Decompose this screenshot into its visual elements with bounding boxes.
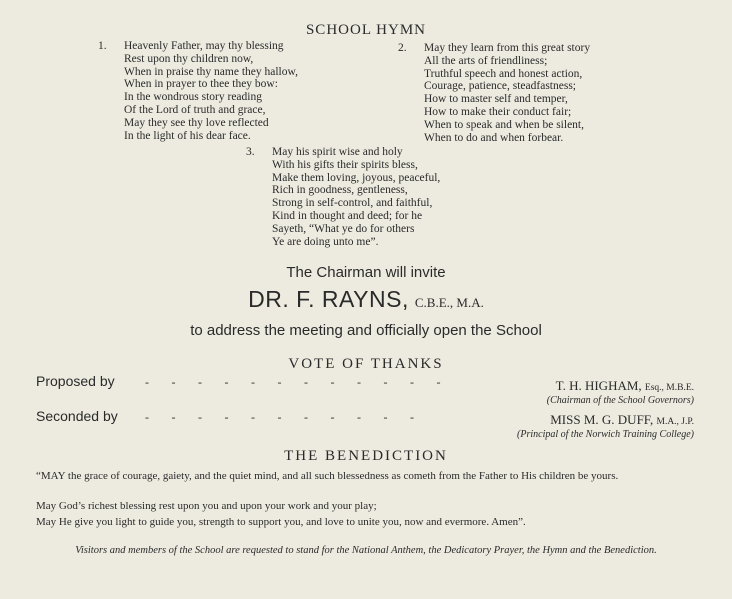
seconded-by-label: Seconded by bbox=[36, 408, 118, 424]
verse-line: With his gifts their spirits bless, bbox=[272, 158, 418, 171]
vote-of-thanks-title: VOTE OF THANKS bbox=[288, 356, 444, 372]
proposer-name: T. H. HIGHAM, bbox=[555, 378, 642, 393]
verse-line: When to do and when forbear. bbox=[424, 131, 564, 144]
verse-line: May his spirit wise and holy bbox=[272, 146, 403, 158]
chairman-invite: The Chairman will invite bbox=[286, 264, 446, 281]
verse-line: Heavenly Father, may thy blessing bbox=[124, 40, 284, 52]
benediction-line-1: “MAY the grace of courage, gaiety, and the quiet mind, and all such blessedness as cometh from the Father to His children be yours. bbox=[36, 470, 619, 482]
benediction-title: THE BENEDICTION bbox=[284, 448, 448, 464]
verse-line: May they learn from this great story bbox=[424, 42, 591, 54]
verse-line: Ye are doing unto me”. bbox=[272, 235, 379, 248]
verse-number: 2. bbox=[398, 42, 407, 54]
benediction-line-2: May God’s richest blessing rest upon you and upon your work and your play; bbox=[36, 500, 377, 512]
verse-line: Make them loving, joyous, peaceful, bbox=[272, 171, 441, 184]
speaker-qualifications: C.B.E., M.A. bbox=[414, 295, 484, 310]
proposed-by-label: Proposed by bbox=[36, 373, 115, 389]
leader-dashes: - - - - - - - - - - - - bbox=[145, 375, 441, 389]
leader-dashes: - - - - - - - - - - - bbox=[145, 410, 414, 424]
verse-line: Strong in self-control, and faithful, bbox=[272, 197, 433, 210]
verse-line: When in prayer to thee they bow: bbox=[124, 78, 278, 91]
speaker-line bbox=[0, 286, 732, 313]
verse-line: How to make their conduct fair; bbox=[424, 105, 572, 118]
verse-line: When in praise thy name they hallow, bbox=[124, 65, 298, 78]
verse-line: How to master self and temper, bbox=[424, 93, 568, 106]
hymn-verse-1 bbox=[98, 40, 298, 142]
verse-line: Truthful speech and honest action, bbox=[424, 67, 583, 80]
verse-line: Courage, patience, steadfastness; bbox=[424, 80, 576, 93]
verse-line: May they see thy love reflected bbox=[124, 116, 269, 129]
verse-line: Rich in goodness, gentleness, bbox=[272, 184, 408, 197]
address-line: to address the meeting and officially open the School bbox=[190, 322, 542, 339]
verse-number: 3. bbox=[246, 146, 255, 158]
seconder-role: (Principal of the Norwich Training College) bbox=[517, 429, 694, 440]
verse-number: 1. bbox=[98, 40, 107, 52]
hymn-verse-3 bbox=[246, 146, 441, 248]
hymn-title: SCHOOL HYMN bbox=[305, 22, 427, 38]
verse-line: In the wondrous story reading bbox=[124, 91, 262, 104]
proposer-qualifications: Esq., M.B.E. bbox=[644, 383, 694, 393]
seconder-qualifications: M.A., J.P. bbox=[656, 417, 694, 427]
verse-line: In the light of his dear face. bbox=[124, 129, 251, 142]
verse-line: All the arts of friendliness; bbox=[424, 54, 548, 67]
seconder-name: MISS M. G. DUFF, bbox=[550, 412, 654, 427]
verse-line: Of the Lord of truth and grace, bbox=[124, 103, 266, 116]
benediction-line-3: May He give you light to guide you, strength to support you, and love to unite you, now and evermore. Amen”. bbox=[36, 516, 526, 528]
verse-line: Kind in thought and deed; for he bbox=[272, 209, 423, 222]
proposer-role: (Chairman of the School Governors) bbox=[546, 395, 694, 406]
verse-line: Rest upon thy children now, bbox=[124, 52, 254, 65]
seconder bbox=[550, 412, 694, 428]
hymn-verse-2 bbox=[398, 42, 591, 144]
verse-line: Sayeth, “What ye do for others bbox=[272, 222, 415, 235]
speaker-name: DR. F. RAYNS, bbox=[248, 286, 409, 312]
verse-line: When to speak and when be silent, bbox=[424, 118, 584, 131]
proposer bbox=[556, 378, 694, 394]
footer-note: Visitors and members of the School are requested to stand for the National Anthem, the Dedicatory Prayer, the Hymn and the Benediction. bbox=[75, 545, 657, 556]
